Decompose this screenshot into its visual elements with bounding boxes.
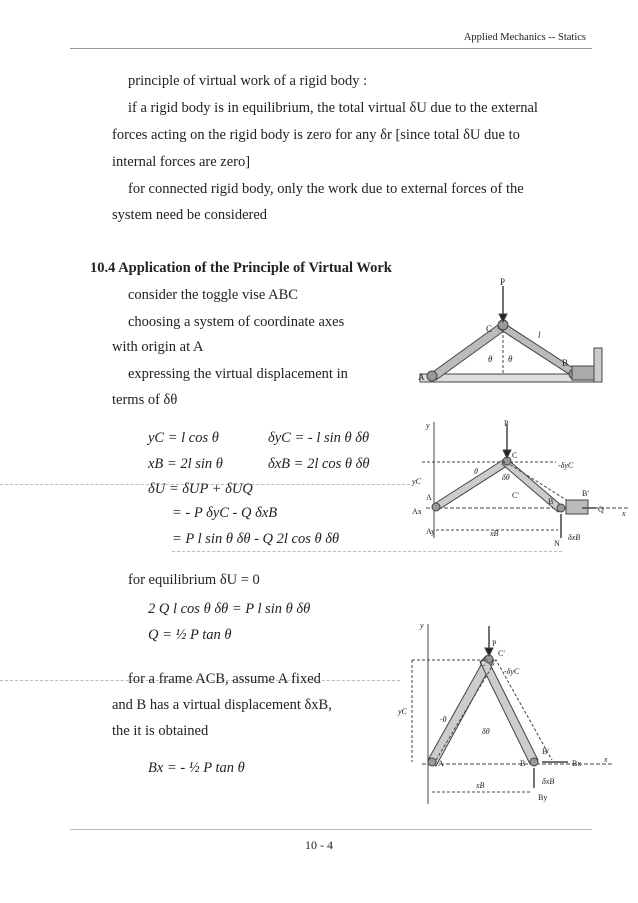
label-ay: Ay [426, 527, 436, 536]
section-para-3: with origin at A [112, 339, 204, 355]
equation-equilibrium-2: Q = ½ P tan θ [148, 627, 232, 643]
label-a: A [438, 759, 444, 768]
section-para-1: consider the toggle vise ABC [128, 287, 298, 303]
label-xb: xB [476, 781, 485, 790]
label-b: B [520, 759, 526, 768]
label-dyc: -δyC [504, 667, 520, 676]
link-ac [428, 656, 494, 766]
equation-xb: xB = 2l sin θ [148, 456, 223, 472]
running-header: Applied Mechanics -- Statics [463, 32, 586, 43]
label-theta-right: θ [508, 354, 513, 364]
link-ac [434, 458, 510, 510]
label-c-prime: C' [512, 491, 519, 500]
equation-du-3: = P l sin θ δθ - Q 2l cos θ δθ [172, 531, 340, 547]
label-x: x [604, 755, 608, 764]
label-xb: xB [490, 529, 499, 538]
label-dtheta: δθ [502, 473, 510, 482]
toggle-vise-figure [412, 278, 608, 394]
label-y: y [426, 421, 430, 430]
label-p: P [504, 419, 509, 428]
label-c: C [512, 451, 518, 460]
label-yc: yC [412, 477, 421, 486]
label-q: Q [598, 505, 604, 514]
equation-du: δU = δUP + δUQ [148, 481, 253, 497]
label-ax: Ax [412, 507, 422, 516]
vise-jaw [594, 348, 602, 382]
frame-figure [392, 616, 622, 816]
label-b: B [548, 497, 554, 506]
frame-line-2: and B has a virtual displacement δxB, [112, 697, 332, 713]
label-l: l [538, 330, 541, 340]
label-theta-left: θ [488, 354, 493, 364]
label-p: P [492, 639, 497, 648]
section-para-4: expressing the virtual displacement in [128, 366, 348, 382]
pin-a [432, 503, 440, 511]
label-x: x [622, 509, 626, 518]
label-c: C [486, 324, 493, 334]
section-para-2: choosing a system of coordinate axes [128, 314, 345, 330]
equilibrium-condition: for equilibrium δU = 0 [128, 572, 260, 588]
label-dtheta: δθ [482, 727, 490, 736]
label-dxb: δxB [542, 777, 555, 786]
equation-yc: yC = l cos θ [148, 430, 219, 446]
frame-line-1: for a frame ACB, assume A fixed [128, 671, 321, 687]
block-b [572, 366, 594, 380]
label-y: y [420, 621, 424, 630]
block-b-prime [566, 500, 588, 514]
pin-b [530, 758, 538, 766]
label-c: C [480, 659, 486, 668]
label-p: P [500, 278, 506, 287]
label-theta: θ [474, 467, 478, 476]
page-number: 10 - 4 [305, 838, 333, 852]
pin-a [428, 758, 436, 766]
label-by: By [538, 793, 548, 802]
label-a: A [418, 372, 425, 382]
label-b-prime: B' [582, 489, 589, 498]
intro-line-5: for connected rigid body, only the work due to external forces of the [128, 181, 524, 197]
frame-line-3: the it is obtained [112, 723, 209, 739]
intro-line-4: internal forces are zero] [112, 154, 251, 170]
header-rule [70, 48, 592, 49]
scan-artifact-line [172, 551, 562, 552]
intro-line-6: system need be considered [112, 207, 268, 223]
pin-a [427, 371, 437, 381]
equation-dxb: δxB = 2l cos θ δθ [268, 456, 370, 472]
equation-dyc: δyC = - l sin θ δθ [268, 430, 370, 446]
virtual-displacement-figure [386, 418, 632, 548]
label-bx: Bx [572, 759, 582, 768]
pin-b [557, 504, 565, 512]
label-b: B [562, 358, 569, 368]
label-c-prime: C' [498, 649, 505, 658]
intro-line-2: if a rigid body is in equilibrium, the total virtual δU due to the external [128, 100, 538, 116]
label-yc: yC [398, 707, 407, 716]
label-dyc: -δyC [558, 461, 574, 470]
footer-rule [70, 829, 592, 830]
label-n: N [554, 539, 560, 548]
equation-equilibrium-1: 2 Q l cos θ δθ = P l sin θ δθ [148, 601, 311, 617]
section-heading: 10.4 Application of the Principle of Virtual Work [90, 260, 392, 276]
label-dxb: δxB [568, 533, 581, 542]
label-b-prime: B' [542, 747, 549, 756]
label-theta: -θ [440, 715, 447, 724]
intro-line-1: principle of virtual work of a rigid body : [128, 73, 368, 89]
label-a: A [426, 493, 432, 502]
equation-du-2: = - P δyC - Q δxB [172, 505, 278, 521]
intro-line-3: forces acting on the rigid body is zero for any δr [since total δU due to [112, 127, 520, 143]
link-ac [430, 322, 508, 380]
arrowhead-icon [503, 450, 511, 458]
section-para-5: terms of δθ [112, 392, 178, 408]
arrowhead-icon [485, 648, 493, 656]
equation-bx: Bx = - ½ P tan θ [148, 760, 245, 776]
